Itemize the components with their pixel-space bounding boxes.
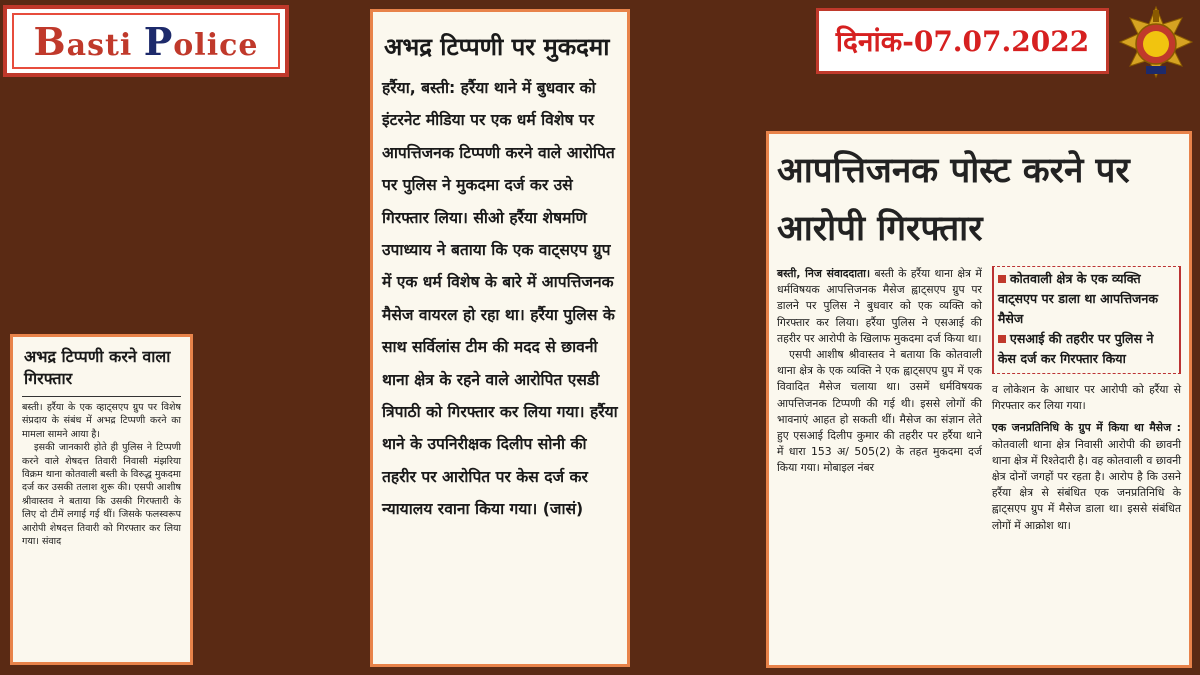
clipping-right-paragraph-2: एसपी आशीष श्रीवास्तव ने बताया कि कोतवाली थाना क्षेत्र के एक व्यक्ति ने एक ह्वाट्सएप ग्रुप में एक विवादित मैसेज चलाया था। उसमें धर्मविषयक आपत्तिजनक टिप्पणी की गई थी। इससे लोगों की भावनाएं आहत हो सकती थीं। मैसेज का संज्ञान लेते हुए एसआई दिलीप कुमार की तहरीर पर हर्रैया थाने में धारा 153 अ/ 505(2) के तहत मुकदमा दर्ज किया गया। मोबाइल नंबर	[777, 348, 982, 475]
clipping-right-headline: आपत्तिजनक पोस्ट करने पर आरोपी गिरफ्तार	[777, 151, 1130, 249]
clipping-center-text: हर्रैया थाने में बुधवार को इंटरनेट मीडिया पर एक धर्म विशेष पर आपत्तिजनक टिप्पणी करने वाले आरोपित पर पुलिस ने मुकदमा दर्ज कर उसे गिरफ्तार लिया। सीओ हर्रैया शेषमणि उपाध्याय ने बताया कि एक वाट्सएप ग्रुप में एक धर्म विशेष के बारे में आपत्तिजनक मैसेज वायरल हो रहा था। हर्रैया पुलिस के साथ सर्विलांस टीम की मदद से छावनी थाना क्षेत्र के रहने वाले आरोपित एसडी त्रिपाठी को गिरफ्तार कर लिया गया। हर्रैया थाने के उपनिरीक्षक दिलीप सोनी की तहरीर पर आरोपित पर केस दर्ज कर न्यायालय रवाना किया गया। (जासं)	[382, 79, 618, 519]
highlight-box	[992, 266, 1181, 374]
brand-word-2: olice	[173, 27, 259, 63]
brand-title	[34, 19, 259, 64]
clipping-right-dateline: बस्ती, निज संवाददाता।	[777, 267, 871, 280]
police-emblem-icon	[1116, 4, 1196, 80]
clipping-right-subhead: एक जनप्रतिनिधि के ग्रुप में किया था मैसेज :	[991, 421, 1181, 435]
news-clipping-right	[766, 131, 1192, 668]
clipping-left-paragraph-2: इसकी जानकारी होते ही पुलिस ने टिप्पणी करने वाले शेषदत्त तिवारी निवासी मंझरिया विक्रम थाना कोतवाली बस्ती के विरुद्ध मुकदमा दर्ज कर उसकी तलाश शुरू की। एसपी आशीष श्रीवास्तव ने बताया कि उसकी गिरफ्तारी के लिए दो टीमें लगाई गई थीं। जिसके फलस्वरूप आरोपी शेषदत्त तिवारी को गिरफ्तार कर लिया गया। संवाद	[22, 442, 181, 548]
clipping-right-right-column	[992, 266, 1181, 534]
clipping-left-headline: अभद्र टिप्पणी करने वाला गिरफ्तार	[24, 347, 171, 388]
bullet-icon	[998, 335, 1006, 343]
date-banner	[816, 8, 1109, 74]
headline-divider	[22, 396, 181, 397]
date-label: दिनांक-07.07.2022	[835, 25, 1090, 58]
clipping-left-paragraph-1: बस्ती। हर्रैया के एक व्हाट्सएप ग्रुप पर विशेष संप्रदाय के संबंध में अभद्र टिप्पणी करने का मामला सामने आया है।	[22, 402, 181, 440]
clipping-right-text-4: कोतवाली थाना क्षेत्र निवासी आरोपी की छावनी थाना क्षेत्र में रिश्तेदारी है। वह कोतवाली व छावनी क्षेत्र दोनों जगहों पर रहता है। आरोप है कि उसने हर्रैया क्षेत्र से संबंधित एक जनप्रतिनिधि के ह्वाट्सएप ग्रुप में मैसेज डाला था। इससे संबंधित लोगों में आक्रोश था।	[991, 437, 1181, 532]
brand-inner-frame	[12, 13, 280, 69]
highlight-item-2	[998, 329, 1175, 369]
brand-banner	[3, 5, 289, 77]
highlight-text-2: एसआई की तहरीर पर पुलिस ने केस दर्ज कर गिरफ्तार किया	[997, 331, 1154, 366]
brand-initial-b: B	[33, 18, 67, 64]
clipping-right-columns	[777, 266, 1181, 534]
clipping-center-headline: अभद्र टिप्पणी पर मुकदमा	[384, 33, 610, 61]
news-clipping-center	[370, 9, 630, 667]
brand-word-1: asti	[66, 27, 144, 63]
clipping-right-paragraph-1	[777, 266, 982, 347]
news-clipping-left	[10, 334, 193, 665]
clipping-right-paragraph-3: व लोकेशन के आधार पर आरोपी को हर्रैया से गिरफ्तार कर लिया गया।	[991, 383, 1181, 413]
bullet-icon	[998, 275, 1006, 283]
highlight-item-1	[998, 269, 1175, 329]
clipping-right-text-1: बस्ती के हर्रैया थाना क्षेत्र में धर्मविषयक आपत्तिजनक मैसेज ह्वाट्सएप ग्रुप पर डालने पर पुलिस ने बुधवार को एक व्यक्ति को गिरफ्तार कर लिया। हर्रैया पुलिस ने एसआई की तहरीर पर आरोपी के खिलाफ मुकदमा दर्ज किया था।	[777, 267, 982, 345]
clipping-right-left-column	[777, 266, 982, 534]
brand-initial-p: P	[143, 18, 174, 64]
clipping-center-dateline: हर्रैया, बस्ती:	[382, 79, 456, 97]
clipping-center-body	[382, 72, 618, 526]
highlight-text-1: कोतवाली क्षेत्र के एक व्यक्ति वाट्सएप पर डाला था आपत्तिजनक मैसेज	[997, 271, 1159, 326]
clipping-right-paragraph-4	[992, 420, 1181, 533]
